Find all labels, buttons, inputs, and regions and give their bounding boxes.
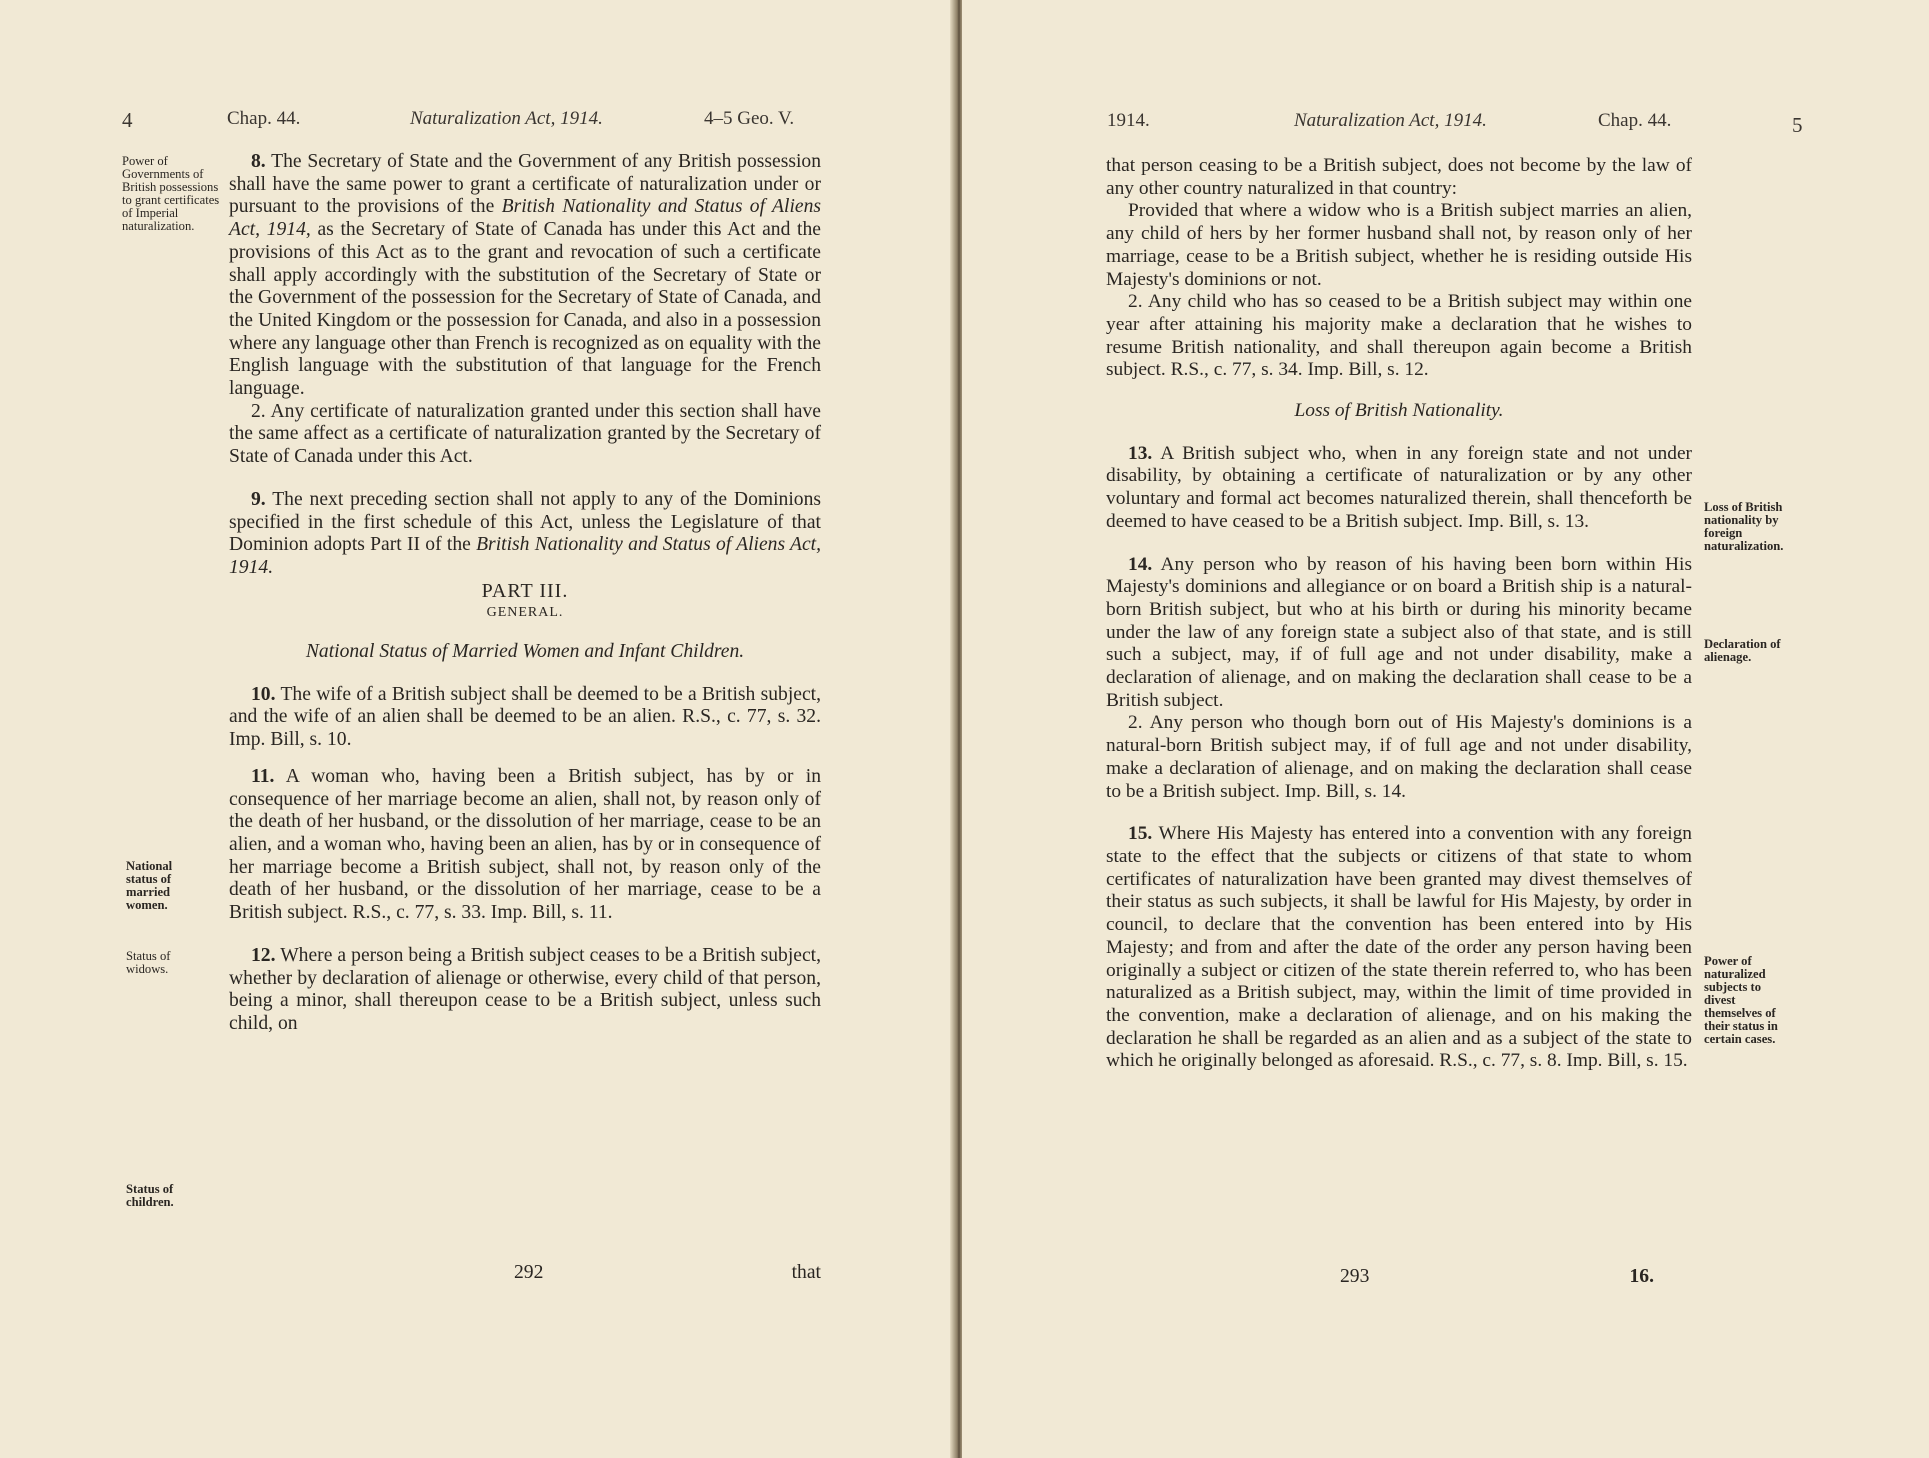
left-footer-page: 292 bbox=[514, 1262, 544, 1283]
section-8-sub-2: 2. Any certificate of naturalization granted under this section shall have the same affect as a certificate of naturalization granted by the Secretary of State of Canada under this Act. bbox=[229, 400, 821, 468]
margin-note-s8: Power of Governments of British possessions to grant certificates of Imperial naturalization. bbox=[122, 154, 220, 233]
section-15: 15. Where His Majesty has entered into a convention with any foreign state to the effect that the subjects or citizens of that state to whom certificates of naturalization have been granted may divest themselves of their status as such subjects, it shall be lawful for His Majesty, by order in council, to declare that the convention has been entered into by His Majesty; and from and after the date of the order any person having been originally a subject or citizen of the state therein referred to, who has been naturalized as a British subject, may, within the limit of time provided in the convention, make a declaration of alienage, and on his making the declaration he shall be regarded as an alien and as a subject of the state to which he originally belonged as aforesaid. R.S., c. 77, s. 8. Imp. Bill, s. 15. bbox=[1106, 823, 1692, 1072]
right-header-title: Naturalization Act, 1914. bbox=[1294, 110, 1487, 131]
right-body bbox=[1106, 155, 1692, 1073]
section-8: 8. The Secretary of State and the Government of any British possession shall have the same power to grant a certificate of naturalization under or pursuant to the provisions of the British Nationality and Status of Aliens Act, 1914, as the Secretary of State of Canada has under this Act and the provisions of this Act as to the grant and revocation of such a certificate shall apply accordingly with the substitution of the Secretary of State or the Government of the possession for the Secretary of State of Canada, and the United Kingdom or the possession for Canada, and also in a possession where any language other than French is recognized as on equality with the English language with the substitution of that language for the French language. bbox=[229, 151, 822, 400]
right-page-number: 5 bbox=[1792, 113, 1803, 137]
section-10: 10. The wife of a British subject shall be deemed to be a British subject, and the wife of an alien shall be deemed to be an alien. R.S., c. 77, s. 32. Imp. Bill, s. 10. bbox=[229, 683, 821, 751]
left-page-number: 4 bbox=[122, 108, 133, 132]
left-catchword: that bbox=[791, 1262, 821, 1283]
right-header-year: 1914. bbox=[1107, 110, 1150, 131]
margin-note-s15: Power of naturalized subjects to divest themselves of their status in certain cases. bbox=[1704, 954, 1778, 1046]
left-header-chap: Chap. 44. bbox=[227, 108, 301, 129]
section-12-proviso: Provided that where a widow who is a British subject marries an alien, any child of hers by her former husband shall not, by reason only of her marriage, cease to be a British subject, whether he is residing outside His Majesty's dominions or not. bbox=[1106, 200, 1692, 290]
margin-note-s11: Status of widows. bbox=[126, 949, 171, 976]
right-page bbox=[962, 0, 1929, 1458]
section-14: 14. Any person who by reason of his having been born within His Majesty's dominions and allegiance or on board a British ship is a natural-born British subject, but who at his birth or during his minority became under the law of any foreign state a subject also of that state, and is still such a subject, may, if of full age and not under disability, make a declaration of alienage, and on making the declaration shall cease to be a British subject. bbox=[1106, 553, 1692, 711]
left-page bbox=[0, 0, 955, 1458]
right-footer bbox=[1106, 1266, 1654, 1289]
margin-note-s10: National status of married women. bbox=[126, 859, 173, 912]
section-12-sub-2: 2. Any child who has so ceased to be a British subject may within one year after attaining his majority make a declaration that he wishes to resume British nationality, and shall thereupon again become a British subject. R.S., c. 77, s. 34. Imp. Bill, s. 12. bbox=[1106, 291, 1692, 381]
section-11: 11. A woman who, having been a British subject, has by or in consequence of her marriage become an alien, shall not, by reason only of the death of her husband, or the dissolution of her marriage, cease to be an alien, and a woman who, having been an alien, has by or in consequence of her marriage become a British subject, shall not, by reason only of the death of her husband, or the dissolution of her marriage, cease to be a British subject. R.S., c. 77, s. 33. Imp. Bill, s. 11. bbox=[229, 765, 821, 924]
subheading-loss-of-nationality: Loss of British Nationality. bbox=[1294, 400, 1504, 422]
section-12-continued: that person ceasing to be a British subject, does not become by the law of any other country naturalized in that country: bbox=[1106, 155, 1692, 199]
section-9: 9. The next preceding section shall not apply to any of the Dominions specified in the first schedule of this Act, unless the Legislature of that Dominion adopts Part II of the British Nationality and Status of Aliens Act, 1914. bbox=[229, 488, 822, 578]
part-heading: PART III. bbox=[481, 579, 569, 602]
left-header-reign: 4–5 Geo. V. bbox=[704, 108, 795, 129]
right-header-chap: Chap. 44. bbox=[1598, 110, 1672, 131]
subheading-married-women: National Status of Married Women and Infant Children. bbox=[305, 641, 745, 663]
general-heading: GENERAL. bbox=[486, 605, 564, 621]
right-catchword: 16. bbox=[1629, 1266, 1654, 1287]
margin-note-s13: Loss of British nationality by foreign naturalization. bbox=[1704, 500, 1784, 553]
right-footer-page: 293 bbox=[1340, 1266, 1370, 1287]
left-header-title: Naturalization Act, 1914. bbox=[410, 108, 603, 129]
section-14-sub-2: 2. Any person who though born out of His Majesty's dominions is a natural-born British subject may, if of full age and not under disability, make a declaration of alienage, and on making the declaration shall cease to be a British subject. Imp. Bill, s. 14. bbox=[1106, 712, 1692, 802]
margin-note-s14: Declaration of alienage. bbox=[1704, 637, 1781, 664]
section-13: 13. A British subject who, when in any foreign state and not under disability, by obtaining a certificate of naturalization or by any other voluntary and formal act becomes naturalized therein, shall thenceforth be deemed to have ceased to be a British subject. Imp. Bill, s. 13. bbox=[1106, 442, 1693, 532]
margin-note-s12: Status of children. bbox=[126, 1182, 174, 1209]
left-footer bbox=[229, 1262, 821, 1285]
left-body bbox=[229, 151, 821, 1036]
section-12: 12. Where a person being a British subject ceases to be a British subject, whether by declaration of alienage or otherwise, every child of that person, being a minor, shall thereupon cease to be a British subject, unless such child, on bbox=[229, 944, 821, 1034]
